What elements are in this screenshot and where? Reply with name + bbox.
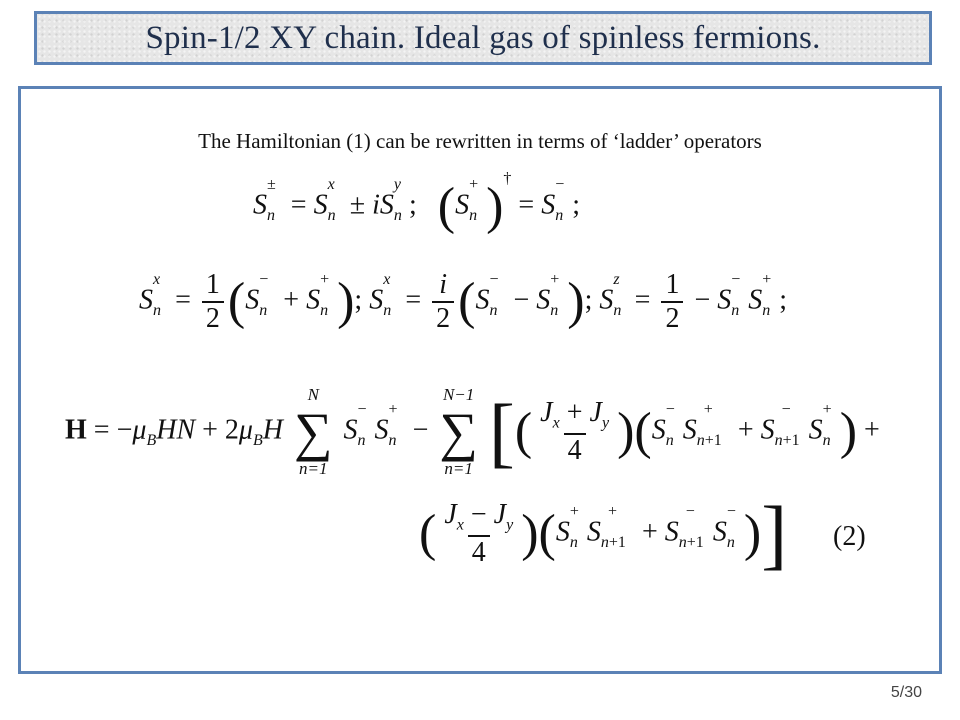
slide-title: Spin-1/2 XY chain. Ideal gas of spinless fermions. bbox=[145, 19, 821, 56]
equation-components: $S_n^x$ = $\frac{1}{2}$ ($S_n^- + S_n^+$ ); $S_n^x$ = $\frac{i}{2}$ ($S_n^- - S_n^+$ ); $S_n^z$ = $\frac{1}{2}$ − $S_n^-S_n^+$; bbox=[139, 269, 788, 334]
page-number: 5/30 bbox=[890, 684, 922, 701]
equation-label: (2) bbox=[833, 521, 866, 552]
content-panel bbox=[18, 86, 942, 674]
equation-ladder-operators: $S_n^\pm = S_n^x \pm iS_n^y$; ($S_n^+$ )$^\dagger = S_n^-$; bbox=[253, 170, 581, 235]
title-banner bbox=[34, 11, 932, 65]
equation-hamiltonian-line1: $H = -\mu_BHN + 2\mu_BH$ N ∑ n=1 $S_n^-S_n^+$ − N−1 ∑ n=1 [( $\frac{J_x + J_y}{4}$ )($S_n^-S_{n+1}^+ + S_{n+1}^-S_n^+$ ) + bbox=[65, 385, 880, 478]
equation-hamiltonian-line2: ( $\frac{J_x - J_y}{4}$ )($S_n^+S_{n+1}^+ + S_{n+1}^-S_n^-$ )] bbox=[419, 490, 788, 577]
intro-text: The Hamiltonian (1) can be rewritten in terms of ‘ladder’ operators bbox=[198, 129, 762, 153]
